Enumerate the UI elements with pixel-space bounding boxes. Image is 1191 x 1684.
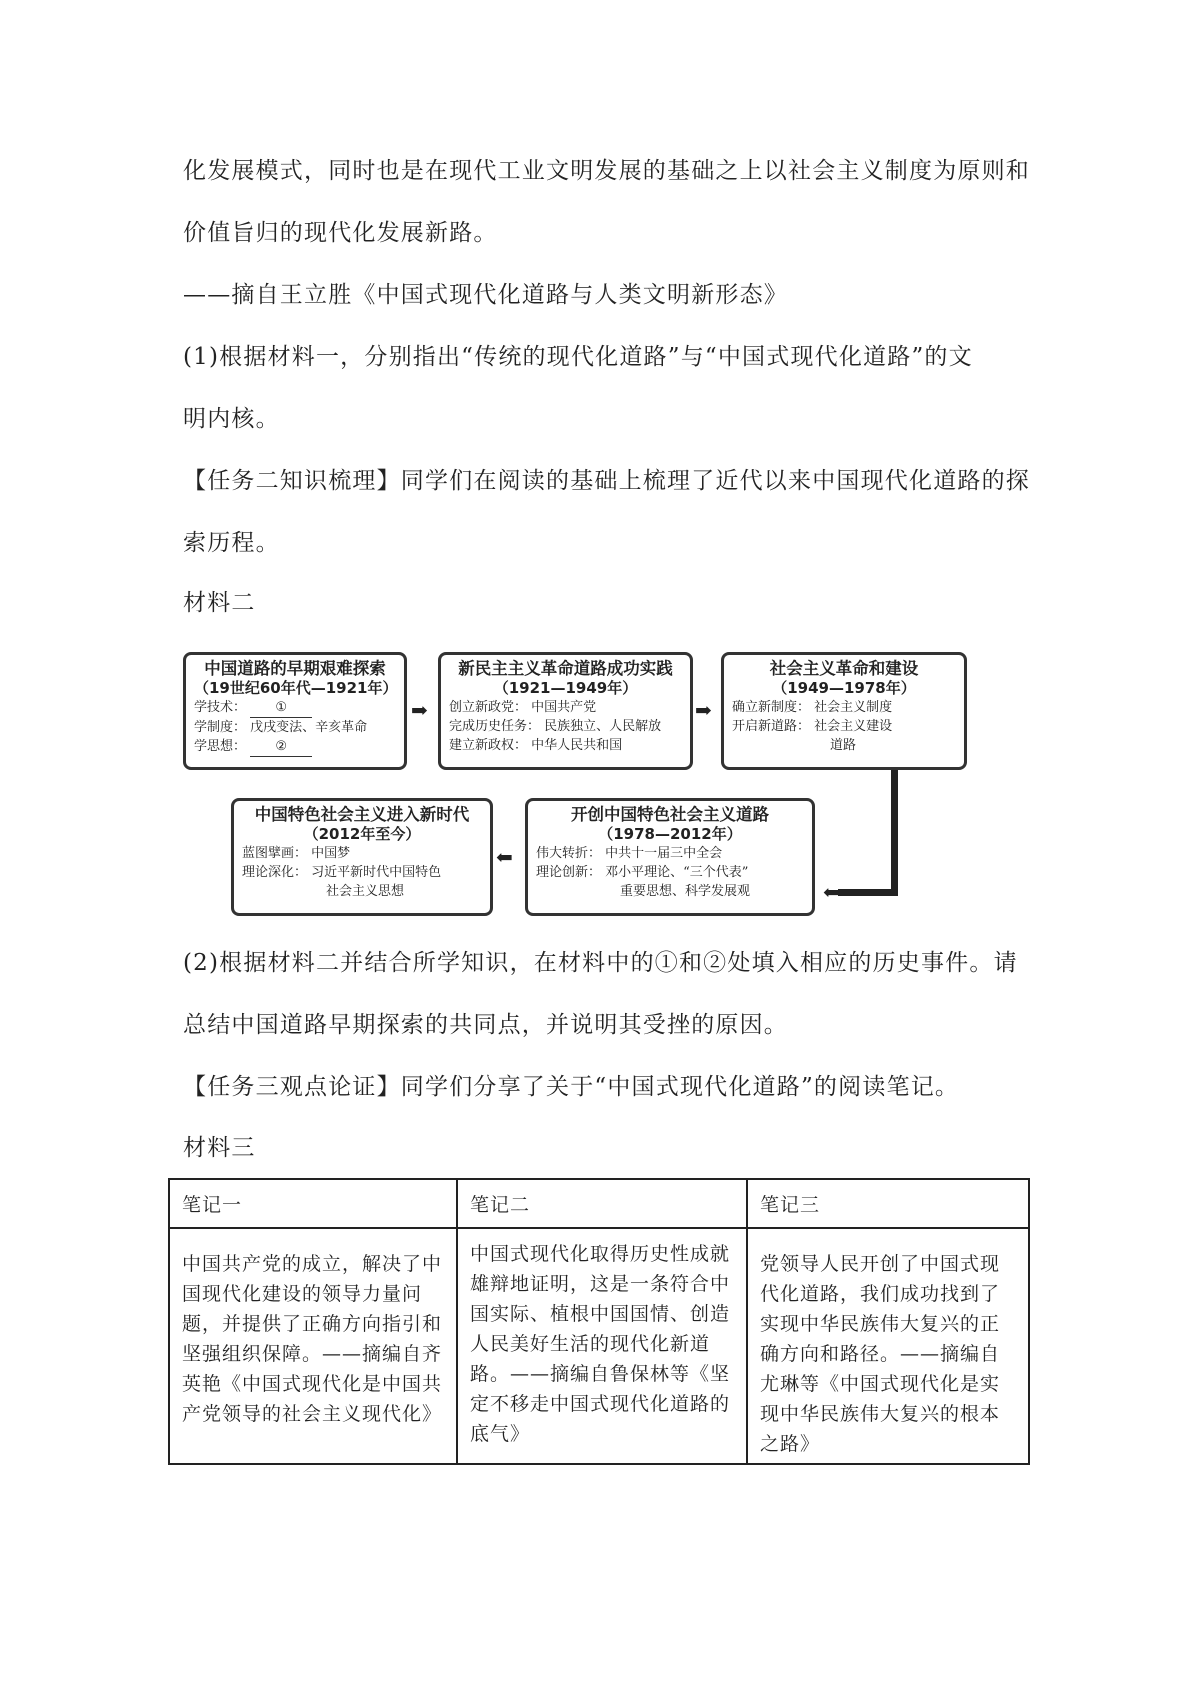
row-value: 社会主义建设: [814, 719, 893, 734]
row-key: 学思想：: [194, 739, 247, 754]
row-key: 蓝图擘画：: [242, 846, 308, 861]
row-key: 学技术：: [194, 700, 247, 715]
box-period: （1921—1949年）: [493, 679, 638, 697]
box-row: [732, 736, 956, 755]
box-row: [242, 882, 482, 901]
row-value: 习近平新时代中国特色: [311, 865, 442, 880]
row-key: 伟大转折：: [536, 846, 602, 861]
diagram-box-new-democratic-revolution: [438, 652, 693, 770]
box-title: 中国道路的早期艰难探索: [204, 659, 386, 678]
box-row: [242, 863, 482, 882]
material-3-heading: 材料三: [183, 1135, 256, 1161]
row-value: 中共十一届三中全会: [605, 846, 723, 861]
row-value: 重要思想、科学发展观: [620, 884, 751, 899]
material-2-heading: 材料二: [183, 590, 256, 616]
task-2-line: 索历程。: [183, 530, 280, 556]
diagram-box-socialist-construction: [721, 652, 967, 770]
row-key: 建立新政权：: [449, 738, 528, 753]
box-title: 中国特色社会主义进入新时代: [254, 805, 470, 824]
box-title: 社会主义革命和建设: [769, 659, 919, 678]
row-key: 创立新政党：: [449, 700, 528, 715]
connector-left: [838, 889, 898, 896]
diagram-box-early-exploration: [183, 652, 407, 770]
citation-line: ——摘自王立胜《中国式现代化道路与人类文明新形态》: [183, 282, 788, 308]
question-2-line: (2)根据材料二并结合所学知识，在材料中的①和②处填入相应的历史事件。请: [183, 950, 1018, 976]
task-3-line: 【任务三观点论证】同学们分享了关于“中国式现代化道路”的阅读笔记。: [183, 1074, 960, 1100]
note-2-cell: 中国式现代化取得历史性成就雄辩地证明，这是一条符合中国实际、植根中国国情、创造人民美好生活的现代化新道路。——摘编自鲁保林等《坚定不移走中国式现代化道路的底气》: [457, 1228, 747, 1464]
box-row: [242, 844, 482, 863]
box-row: [194, 698, 396, 718]
box-period: （1949—1978年）: [772, 679, 916, 697]
paragraph-line: 价值旨归的现代化发展新路。: [183, 220, 498, 246]
row-value: 社会主义思想: [326, 884, 405, 899]
row-value: 戊戌变法、辛亥革命: [250, 720, 368, 735]
row-key: 理论深化：: [242, 865, 308, 880]
box-row: [449, 717, 682, 736]
fill-blank-1: ①: [250, 698, 312, 718]
row-value: 邓小平理论、“三个代表”: [605, 865, 749, 880]
note-1-cell: 中国共产党的成立，解决了中国现代化建设的领导力量问题，并提供了正确方向指引和坚强组织保障。——摘编自齐英艳《中国式现代化是中国共产党领导的社会主义现代化》: [169, 1228, 457, 1464]
paragraph-line: 化发展模式，同时也是在现代工业文明发展的基础之上以社会主义制度为原则和: [183, 158, 1030, 184]
question-1-line: (1)根据材料一，分别指出“传统的现代化道路”与“中国式现代化道路”的文: [183, 344, 973, 370]
arrow-right-icon: ➡: [695, 698, 712, 722]
row-key: 理论创新：: [536, 865, 602, 880]
question-2-line: 总结中国道路早期探索的共同点，并说明其受挫的原因。: [183, 1012, 788, 1038]
task-2-line: 【任务二知识梳理】同学们在阅读的基础上梳理了近代以来中国现代化道路的探: [183, 468, 1030, 494]
column-header-note-2: 笔记二: [457, 1179, 747, 1228]
row-key: 完成历史任务：: [449, 719, 541, 734]
row-value: 中国共产党: [531, 700, 597, 715]
row-value: 中国梦: [311, 846, 351, 861]
box-row: [536, 844, 804, 863]
row-key: 学制度：: [194, 720, 247, 735]
box-row: [449, 736, 682, 755]
box-period: （19世纪60年代—1921年）: [194, 679, 398, 697]
row-value: 道路: [830, 738, 857, 753]
row-key: 开启新道路：: [732, 719, 811, 734]
box-period: （2012年至今）: [303, 825, 421, 843]
reading-notes-table: [168, 1178, 1030, 1465]
row-value: 社会主义制度: [814, 700, 893, 715]
box-period: （1978—2012年）: [598, 825, 742, 843]
diagram-box-new-era: [231, 798, 493, 916]
table-header-row: [169, 1179, 1029, 1228]
box-title: 开创中国特色社会主义道路: [571, 805, 769, 824]
arrow-left-icon: ⬅: [823, 880, 840, 904]
road-exploration-flow-diagram: [183, 652, 983, 920]
box-row: [732, 717, 956, 736]
arrow-left-icon: ⬅: [496, 845, 513, 869]
fill-blank-2: ②: [250, 737, 312, 757]
row-value: 民族独立、人民解放: [544, 719, 662, 734]
row-value: 中华人民共和国: [531, 738, 623, 753]
box-row: [536, 882, 804, 901]
column-header-note-3: 笔记三: [747, 1179, 1029, 1228]
box-title: 新民主主义革命道路成功实践: [458, 659, 673, 678]
question-1-line: 明内核。: [183, 406, 280, 432]
box-row: [449, 698, 682, 717]
row-key: 确立新制度：: [732, 700, 811, 715]
column-header-note-1: 笔记一: [169, 1179, 457, 1228]
arrow-right-icon: ➡: [411, 698, 428, 722]
note-3-cell: 党领导人民开创了中国式现代化道路，我们成功找到了实现中华民族伟大复兴的正确方向和路径。——摘编自尤琳等《中国式现代化是实现中华民族伟大复兴的根本之路》: [747, 1228, 1029, 1464]
box-row: [732, 698, 956, 717]
box-row: [194, 718, 396, 737]
box-row: [194, 737, 396, 757]
diagram-box-socialism-chinese-characteristics: [525, 798, 815, 916]
box-row: [536, 863, 804, 882]
connector-down: [891, 770, 898, 896]
table-row: [169, 1228, 1029, 1464]
